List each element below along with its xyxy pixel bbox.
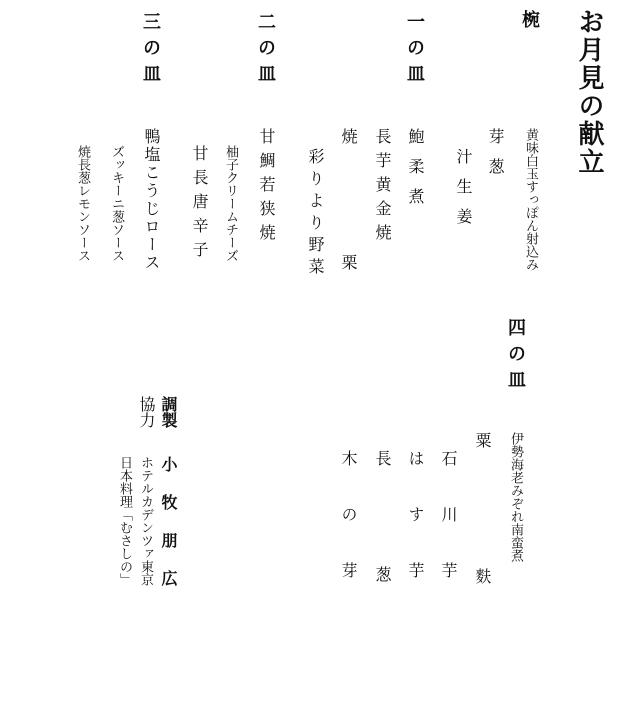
bowl-item-3: 汁生姜 <box>454 148 473 238</box>
plate4-item-5: 長葱 <box>373 450 392 682</box>
plate1-item-3: 焼栗 <box>339 128 358 380</box>
plate4-item-3: 石川芋 <box>439 450 458 618</box>
plate4-item-6: 木の芽 <box>339 450 358 618</box>
plate2-item-1: 甘鯛若狭焼 <box>257 128 276 248</box>
prepared-by: 小牧朋広 <box>159 456 178 608</box>
plate2-heading: 二の皿 <box>255 12 276 90</box>
plate4-heading: 四の皿 <box>505 318 526 396</box>
plate3-item-1: 鴨塩こうじロース <box>142 128 161 272</box>
plate3-heading: 三の皿 <box>140 12 161 90</box>
cooperation-label: 協力 <box>137 396 156 428</box>
plate1-item-2: 長芋黄金焼 <box>373 128 392 248</box>
bowl-heading: 椀 <box>519 10 540 28</box>
bowl-item-2: 芽葱 <box>486 128 505 188</box>
prepared-label: 調製 <box>159 396 178 428</box>
menu-title: お月見の献立 <box>574 8 604 176</box>
plate4-item-2: 粟麩 <box>473 432 492 704</box>
plate2-item-2: 柚子クリームチーズ <box>223 145 238 262</box>
plate4-item-1: 伊勢海老みぞれ南蛮煮 <box>508 432 523 562</box>
plate2-item-3: 甘長唐辛子 <box>190 145 209 265</box>
plate4-item-4: はす芋 <box>406 450 425 618</box>
plate1-item-4: 彩りより野菜 <box>306 148 325 280</box>
plate1-item-1: 鮑柔煮 <box>406 128 425 218</box>
bowl-item-1: 黄味白玉すっぽん射込み <box>523 128 538 271</box>
plate3-item-3: 焼長葱レモンソース <box>75 145 90 262</box>
cooperation-line1: ホテルカデンツァ東京 <box>138 456 153 586</box>
plate3-item-2: ズッキーニ葱ソース <box>109 145 124 262</box>
plate1-heading: 一の皿 <box>404 12 425 90</box>
cooperation-line2: 日本料理「むさしの」 <box>117 456 132 586</box>
